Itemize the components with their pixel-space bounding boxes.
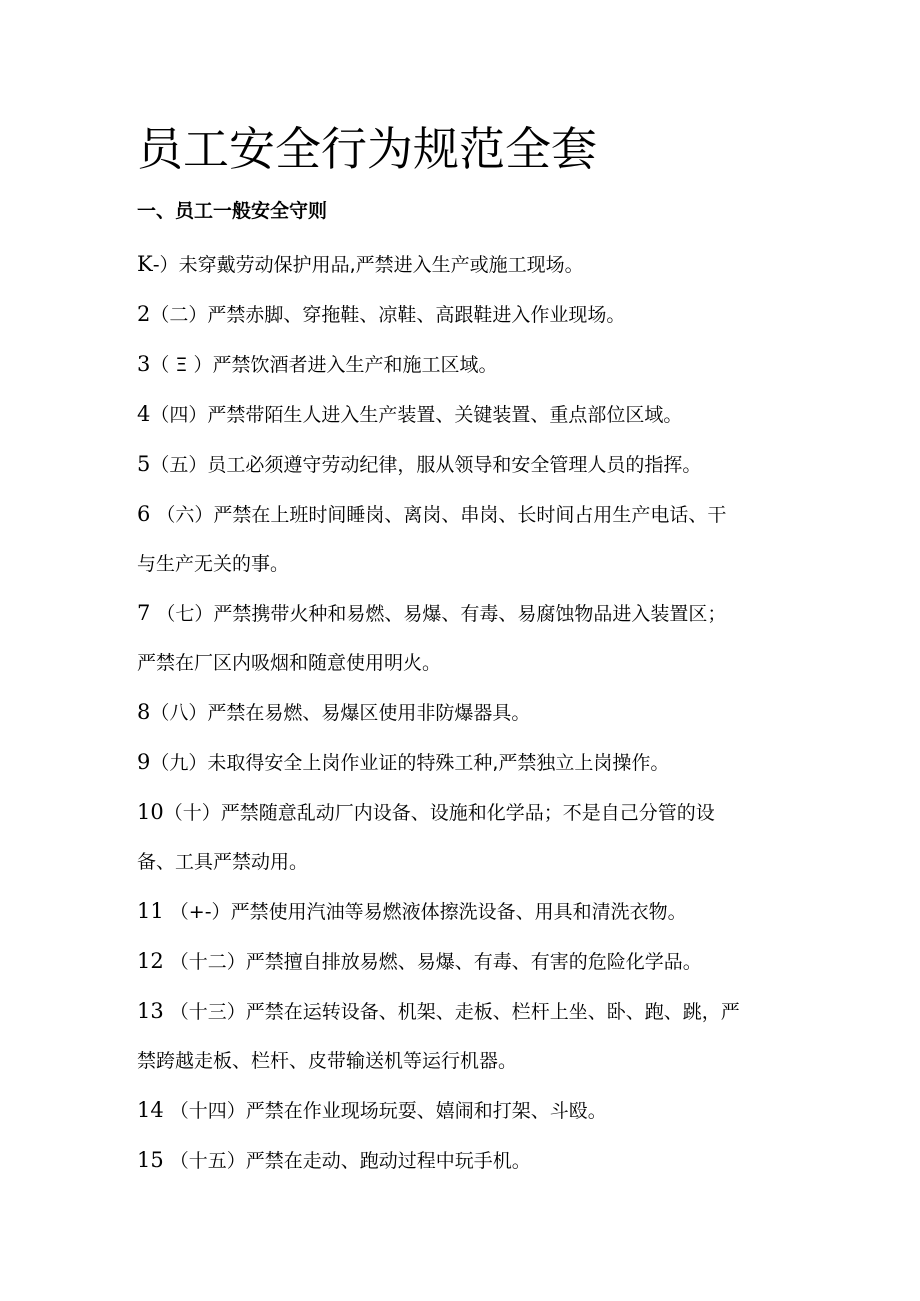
rules-list (137, 240, 787, 1186)
rule-item (137, 390, 787, 440)
rule-item (137, 290, 787, 340)
rule-text: 未穿戴劳动保护用品,严禁进入生产或施工现场。 (178, 254, 584, 276)
rule-item (137, 240, 787, 290)
rule-item-continuation (137, 639, 787, 688)
rule-number: 2 (137, 302, 151, 326)
rule-marker: -） (152, 254, 179, 276)
rule-item (137, 887, 787, 937)
rule-number: 6 (137, 502, 151, 526)
rule-item (137, 589, 787, 639)
rule-text: 未取得安全上岗作业证的特殊工种,严禁独立上岗操作。 (207, 752, 670, 774)
rule-text: 严禁在走动、跑动过程中玩手机。 (245, 1150, 531, 1172)
rule-number: 10 (137, 800, 164, 824)
rule-number: 3 (137, 352, 151, 376)
rule-text: 备、工具严禁动用。 (137, 851, 309, 873)
rule-item (137, 440, 787, 490)
rule-number: K (137, 252, 153, 276)
rule-item (137, 490, 787, 540)
rule-text: 严禁饮酒者进入生产和施工区域。 (212, 354, 498, 376)
rule-item (137, 937, 787, 987)
rule-number: 15 (137, 1148, 164, 1172)
rule-item-continuation (137, 838, 787, 887)
rule-text: 员工必须遵守劳动纪律，服从领导和安全管理人员的指挥。 (207, 454, 702, 476)
rule-text: 禁跨越走板、栏杆、皮带输送机等运行机器。 (137, 1050, 518, 1072)
rule-number: 13 (137, 999, 164, 1023)
rule-marker: （十四） (163, 1100, 246, 1122)
rule-number: 5 (137, 452, 151, 476)
rule-marker: （九） (150, 752, 208, 774)
rule-text: 与生产无关的事。 (137, 553, 290, 575)
rule-marker: （六） (150, 504, 214, 526)
document-title: 员工安全行为规范全套 (137, 122, 597, 176)
rule-marker: （ Ξ ） (150, 354, 213, 376)
rule-marker: （十二） (163, 951, 246, 973)
rule-text: 严禁随意乱动厂内设备、设施和化学品；不是自己分管的设 (220, 802, 715, 824)
rule-number: 9 (137, 750, 151, 774)
rule-marker: （四） (150, 404, 208, 426)
rule-item-continuation (137, 540, 787, 589)
rule-number: 11 (137, 899, 164, 923)
rule-text: 严禁使用汽油等易燃液体擦洗设备、用具和清洗衣物。 (230, 901, 687, 923)
rule-marker: （八） (150, 702, 208, 724)
section-heading: 一、员工一般安全守则 (137, 200, 328, 222)
rule-marker: （五） (150, 454, 208, 476)
rule-number: 12 (137, 949, 164, 973)
rule-item (137, 788, 787, 838)
rule-item (137, 688, 787, 738)
rule-text: 严禁在作业现场玩耍、嬉闹和打架、斗殴。 (245, 1100, 607, 1122)
rule-text: 严禁在运转设备、机架、走板、栏杆上坐、卧、跑、跳，严 (245, 1001, 740, 1023)
rule-text: 严禁携带火种和易燃、易爆、有毒、易腐蚀物品进入装置区； (213, 603, 727, 625)
rule-item (137, 340, 787, 390)
rule-marker: （十五） (163, 1150, 246, 1172)
rule-marker: （十三） (163, 1001, 246, 1023)
rule-text: 严禁擅自排放易燃、易爆、有毒、有害的危险化学品。 (245, 951, 702, 973)
rule-marker: （+-） (163, 901, 231, 923)
rule-text: 严禁赤脚、穿拖鞋、凉鞋、高跟鞋进入作业现场。 (207, 304, 626, 326)
rule-number: 8 (137, 700, 151, 724)
rule-marker: （七） (150, 603, 214, 625)
rule-text: 严禁在上班时间睡岗、离岗、串岗、长时间占用生产电话、干 (213, 504, 727, 526)
rule-marker: （二） (150, 304, 208, 326)
rule-text: 严禁在厂区内吸烟和随意使用明火。 (137, 652, 442, 674)
rule-text: 严禁带陌生人进入生产装置、关键装置、重点部位区域。 (207, 404, 683, 426)
rule-marker: （十） (163, 802, 221, 824)
rule-item (137, 738, 787, 788)
rule-item (137, 987, 787, 1037)
rule-number: 7 (137, 601, 151, 625)
rule-item-continuation (137, 1037, 787, 1086)
rule-number: 4 (137, 402, 151, 426)
rule-item (137, 1086, 787, 1136)
rule-item (137, 1136, 787, 1186)
rule-number: 14 (137, 1098, 164, 1122)
rule-text: 严禁在易燃、易爆区使用非防爆器具。 (207, 702, 531, 724)
